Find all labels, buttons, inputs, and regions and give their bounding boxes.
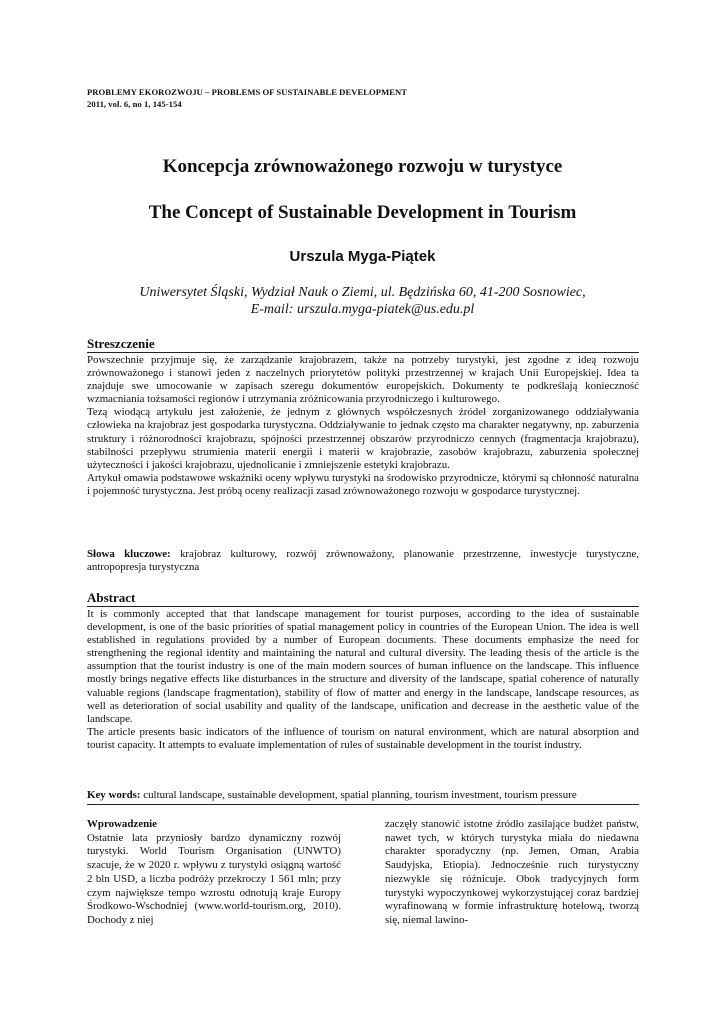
journal-name: PROBLEMY EKOROZWOJU – PROBLEMS OF SUSTAINABLE DEVELOPMENT xyxy=(87,87,408,97)
slowa-kluczowe-label: Słowa kluczowe: xyxy=(87,548,171,560)
streszczenie-paragraph-1: Powszechnie przyjmuje się, że zarządzanie krajobrazem, także na potrzeby turystyki, jest zgodne z ideą rozwoju zrównoważonego i stanowi jeden z naczelnych priorytetów polityki przestrzennej w krajach Unii Europejskiej. Idea ta znajduje swe umocowanie w zapisach szeregu dokumentów europejskich. Dokumenty te podkreślają konieczność wzmacniania tożsamości regionów i utrzymania zróżnicowania przyrodniczego i kulturowego. xyxy=(87,354,639,406)
title-polish: Koncepcja zrównoważonego rozwoju w turystyce xyxy=(162,156,563,177)
journal-header xyxy=(87,86,647,110)
journal-issue: 2011, vol. 6, no 1, 145-154 xyxy=(87,99,182,109)
affiliation xyxy=(0,284,725,318)
affiliation-email[interactable]: E-mail: urszula.myga-piatek@us.edu.pl xyxy=(250,302,475,317)
title-english: The Concept of Sustainable Development in Tourism xyxy=(148,202,577,223)
abstract-heading: Abstract xyxy=(87,590,136,605)
streszczenie-rule xyxy=(87,352,639,353)
key-words-text: cultural landscape, sustainable development, spatial planning, tourism investment, tourism pressure xyxy=(140,789,577,801)
abstract-paragraph-1: It is commonly accepted that that landscape management for tourist purposes, according to the idea of sustainable development, is one of the basic priorities of spatial management policy in countries of the European Union. The idea is well established in regulations provided by a number of European documents. These documents emphasize the need for strengthening the regional identity and maintaining the natural and cultural diversity. The leading thesis of the article is the assumption that the tourist industry is one of the main modern sources of human influence on the landscape. This influence mostly brings negative effects like disturbances in the structure and diversity of the landscape, spatial coherence of naturally valuable regions (landscape fragmentation), stability of flow of matter and energy in the landscape, landscape resources, as well as deterioration of social usability and quality of the landscape, unification and decrease in the aesthetic value of the landscape. xyxy=(87,608,639,725)
streszczenie-section xyxy=(87,336,639,498)
key-words xyxy=(87,789,639,806)
affiliation-address: Uniwersytet Śląski, Wydział Nauk o Ziemi, ul. Będzińska 60, 41-200 Sosnowiec, xyxy=(139,285,586,300)
intro-column-left xyxy=(87,818,341,928)
intro-column-right xyxy=(385,818,639,928)
slowa-kluczowe-text: krajobraz kulturowy, rozwój zrównoważony, planowanie przestrzenne, inwestycje turystyczne, antropopresja turystyczna xyxy=(87,548,640,574)
slowa-kluczowe xyxy=(87,548,639,574)
streszczenie-heading: Streszczenie xyxy=(87,336,155,351)
streszczenie-paragraph-2: Tezą wiodącą artykułu jest założenie, że jednym z głównych współczesnych źródeł zorganizowanego oddziaływania człowieka na krajobraz jest gospodarka turystyczna. Oddziaływanie to jednak często ma charakter negatywny, np. zaburzenia struktury i różnorodności krajobrazu, spójności przestrzennej obszarów przyrodniczo cennych (fragmentacja krajobrazu), stabilności przepływu strumienia materii energii i materii w krajobrazie, zasobów krajobrazu, zaburzenia społecznej użyteczności i jakości krajobrazu, ujednolicanie i zmniejszenie estetyki krajobrazu. xyxy=(87,406,639,471)
wprowadzenie-heading: Wprowadzenie xyxy=(87,818,157,830)
intro-text-right: zaczęły stanowić istotne źródło zasilające budżet państw, nawet tych, w których turystyka miała do niedawna charakter sporadyczny (np. Jemen, Oman, Arabia Saudyjska, Etiopia). Jednocześnie ruch turystyczny niezwykle się różnicuje. Obok tradycyjnych form turystyki wypoczynkowej wykorzystującej coraz bardziej wyrafinowaną w formie infrastrukturę hotelową, tworzą się, niemal lawino- xyxy=(385,818,639,926)
abstract-paragraph-2: The article presents basic indicators of the influence of tourism on natural environment, which are natural absorption and tourist capacity. It attempts to evaluate implementation of rules of sustainable development in the tourist industry. xyxy=(87,725,639,751)
streszczenie-paragraph-3: Artykuł omawia podstawowe wskaźniki oceny wpływu turystyki na środowisko przyrodnicze, którymi są chłonność naturalna i pojemność turystyczna. Jest próbą oceny realizacji zasad zrównoważonego rozwoju w gospodarce turystycznej. xyxy=(87,471,639,497)
key-words-rule xyxy=(87,804,639,805)
abstract-section xyxy=(87,590,639,752)
key-words-label: Key words: xyxy=(87,789,141,801)
abstract-rule xyxy=(87,606,639,607)
author-name: Urszula Myga-Piątek xyxy=(289,248,436,265)
intro-text-left: Ostatnie lata przyniosły bardzo dynamiczny rozwój turystyki. World Tourism Organisation (UNWTO) szacuje, że w 2020 r. wpływu z turystyki osiągną wartość 2 bln USD, a liczba podróży przekroczy 1 561 mln; przy czym największe tempo wzrostu odnotują kraje Europy Środkowo-Wschodniej (www.world-tourism.org, 2010). Dochody z niej xyxy=(87,831,341,926)
